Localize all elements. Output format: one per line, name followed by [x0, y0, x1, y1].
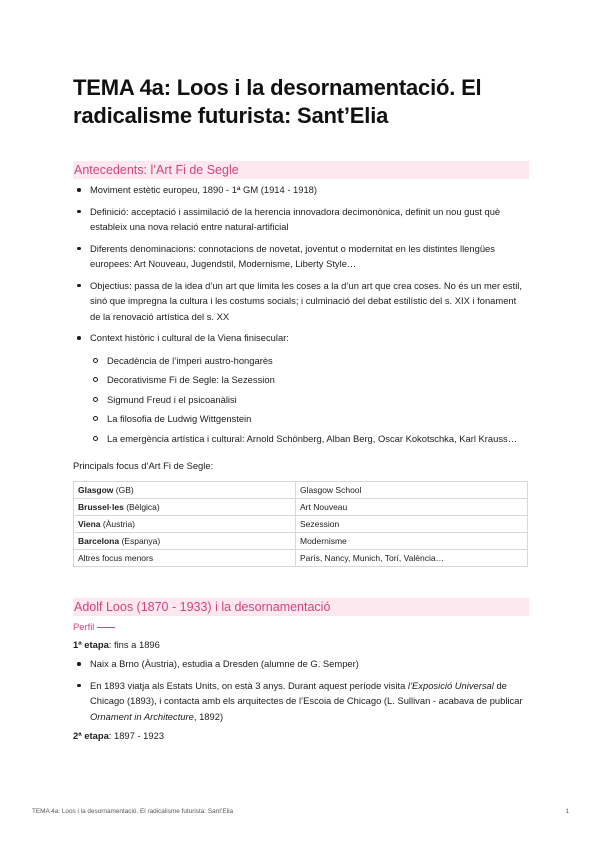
- perfil-subheading: [73, 621, 115, 632]
- list-item: Naix a Brno (Àustria), estudia a Dresden (alumne de G. Semper): [73, 656, 528, 672]
- loos-bullet-list: [73, 656, 528, 730]
- city-name: Viena: [78, 519, 101, 529]
- etapa-2-label: 2ª etapa: [73, 730, 109, 741]
- table-row: [74, 516, 528, 533]
- focus-table: [73, 481, 528, 567]
- sub-list-item: Decadència de l’imperi austro-hongarès: [90, 353, 528, 369]
- etapa-1-line: [73, 638, 160, 652]
- text-run: , 1892): [193, 710, 224, 722]
- country-name: (Bèlgica): [123, 502, 160, 512]
- country-name: Altres focus menors: [78, 553, 154, 563]
- sub-list-item: La emergència artística i cultural: Arnold Schönberg, Alban Berg, Oscar Kokotschka, Karl Krauss…: [90, 431, 528, 447]
- section-heading-antecedents: Antecedents: l’Art Fi de Segle: [73, 161, 529, 179]
- city-name: Brussel·les: [78, 502, 124, 512]
- table-cell-place: [74, 550, 296, 567]
- footer-title: TEMA 4a: Loos i la desornamentació. El radicalisme futurista: Sant’Elia: [32, 808, 234, 815]
- etapa-1-label: 1ª etapa: [73, 639, 109, 650]
- table-cell-movement: Glasgow School: [296, 482, 528, 499]
- text-run: En 1893 viatja als Estats Units, on està 3 anys. Durant aquest període visita: [90, 679, 408, 691]
- document-title: TEMA 4a: Loos i la desornamentació. El radicalisme futurista: Sant’Elia: [73, 75, 482, 128]
- table-cell-movement: París, Nancy, Munich, Torí, València…: [296, 550, 528, 567]
- list-item: [73, 678, 528, 725]
- list-item-text: Context històric i cultural de la Viena finisecular:: [90, 332, 289, 343]
- table-cell-movement: Modernisme: [296, 533, 528, 550]
- etapa-2-text: : 1897 - 1923: [108, 730, 165, 741]
- list-item: [73, 330, 528, 446]
- table-cell-place: [74, 533, 296, 550]
- table-row: [74, 499, 528, 516]
- city-name: Glasgow: [78, 485, 114, 495]
- table-intro: Principals focus d’Art Fi de Segle:: [73, 460, 214, 471]
- table-row: [74, 550, 528, 567]
- table-row: [74, 482, 528, 499]
- table-cell-place: [74, 516, 296, 533]
- list-item: Diferents denominacions: connotacions de novetat, joventut o modernitat en les distintes llengües europees: Art Nouveau, Jugendstil, Modernisme, Liberty Style…: [73, 241, 528, 272]
- country-name: (Àustria): [100, 519, 136, 529]
- book-title: Ornament in Architecture: [90, 710, 194, 722]
- country-name: (GB): [113, 485, 134, 495]
- country-name: (Espanya): [119, 536, 161, 546]
- table-cell-place: [74, 499, 296, 516]
- table-cell-place: [74, 482, 296, 499]
- list-item: Definició: acceptació i assimilació de la herencia innovadora decimonònica, definit un nou gust què estableix una nova relació entre natural-artificial: [73, 204, 528, 235]
- sub-list-item: Sigmund Freud i el psicoanàlisi: [90, 392, 528, 408]
- etapa-2-line: [73, 729, 164, 743]
- city-name: Barcelona: [78, 536, 120, 546]
- list-item: Objectius: passa de la idea d’un art que limita les coses a la d’un art que crea coses. No és un mer estil, sinó que impregna la cultura i les costums socials; i culminació del debat estilístic del s. XIX i fonament de la renovació artística del s. XX: [73, 278, 528, 325]
- table-cell-movement: Sezession: [296, 516, 528, 533]
- etapa-1-text: : fins a 1896: [108, 639, 160, 650]
- exposicio-title: l’Exposició Universal: [407, 679, 494, 691]
- viena-context-sublist: [90, 353, 528, 447]
- subheading-rule: [97, 627, 115, 628]
- section-heading-loos: Adolf Loos (1870 - 1933) i la desornamentació: [73, 598, 529, 616]
- table-row: [74, 533, 528, 550]
- text-run: de Chicago (1893), i contacta amb els arquitectes de l’Escoia de Chicago (L. Sullivan - acabava de publicar: [90, 679, 523, 706]
- table-cell-movement: Art Nouveau: [296, 499, 528, 516]
- list-item: Moviment estètic europeu, 1890 - 1ª GM (1914 - 1918): [73, 182, 528, 198]
- sub-list-item: La filosofia de Ludwig Wittgenstein: [90, 411, 528, 427]
- page-number: 1: [565, 808, 569, 815]
- antecedents-bullet-list: [73, 182, 528, 452]
- perfil-label: Perfil: [73, 621, 95, 632]
- sub-list-item: Decorativisme Fi de Segle: la Sezession: [90, 372, 528, 388]
